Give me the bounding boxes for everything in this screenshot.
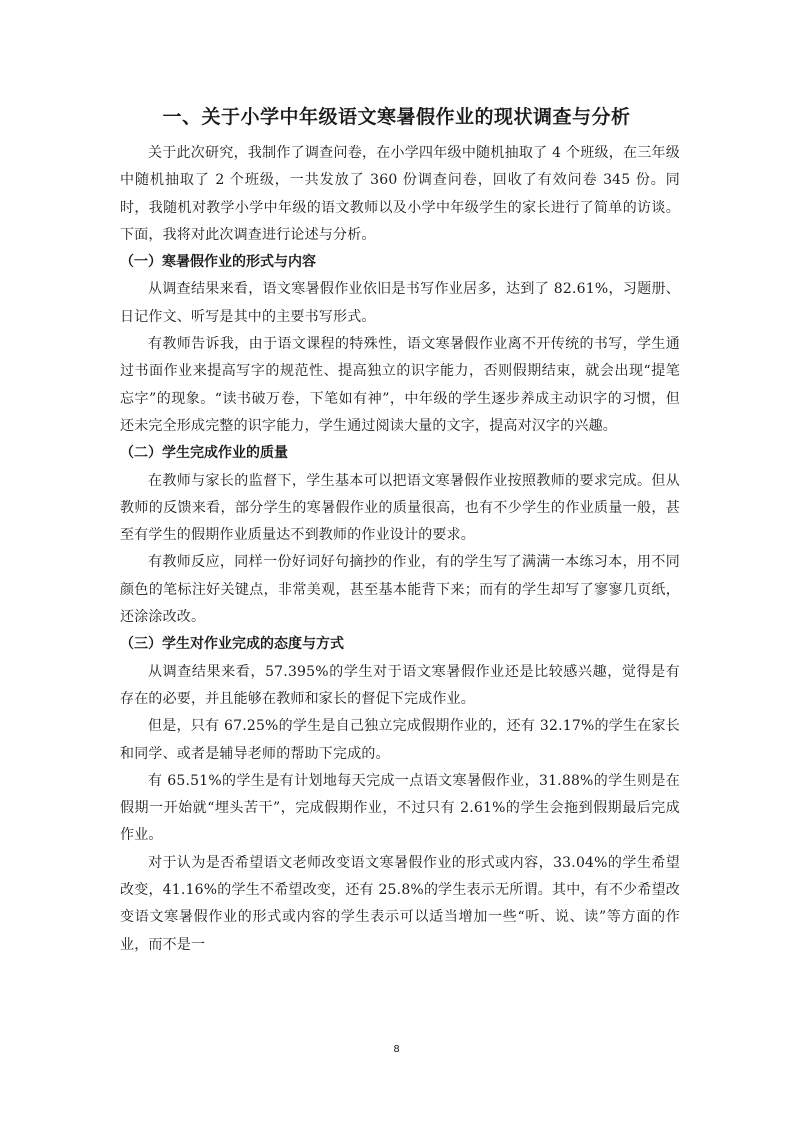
- paragraph: 有教师反应，同样一份好词好句摘抄的作业，有的学生写了满满一本练习本，用不同颜色的笔标注好关键点，非常美观，甚至基本能背下来；而有的学生却写了寥寥几页纸，还涂涂改改。: [120, 554, 680, 626]
- section-heading: （三）学生对作业完成的态度与方式: [120, 636, 344, 653]
- paragraph: 但是，只有 67.25%的学生是自己独立完成假期作业的，还有 32.17%的学生在家长和同学、或者是辅导老师的帮助下完成的。: [120, 718, 680, 762]
- paragraph: 在教师与家长的监督下，学生基本可以把语文寒暑假作业按照教师的要求完成。但从教师的反馈来看，部分学生的寒暑假作业的质量很高，也有不少学生的作业质量一般，甚至有学生的假期作业质量达不到教师的作业设计的要求。: [120, 472, 680, 544]
- paragraph: 有教师告诉我，由于语文课程的特殊性，语文寒暑假作业离不开传统的书写，学生通过书面作业来提高写字的规范性、提高独立的识字能力，否则假期结束，就会出现“提笔忘字”的现象。“读书破万卷，下笔如有神”，中年级的学生逐步养成主动识字的习惯，但还未完全形成完整的识字能力，学生通过阅读大量的文字，提高对汉字的兴趣。: [120, 336, 680, 434]
- page-number: 8: [393, 1044, 400, 1055]
- paragraph: 有 65.51%的学生是有计划地每天完成一点语文寒暑假作业，31.88%的学生则是在假期一开始就“埋头苦干”，完成假期作业，不过只有 2.61%的学生会拖到假期最后完成作业。: [120, 772, 680, 844]
- paragraph: 关于此次研究，我制作了调查问卷，在小学四年级中随机抽取了 4 个班级，在三年级中随机抽取了 2 个班级，一共发放了 360 份调查问卷，回收了有效问卷 345 份。同时，我随机对教学小学中年级的语文教师以及小学中年级学生的家长进行了简单的访谈。下面，我将对此次调查进行论述与分析。: [120, 145, 680, 243]
- paragraph: 从调查结果来看，语文寒暑假作业依旧是书写作业居多，达到了 82.61%，习题册、日记作文、听写是其中的主要书写形式。: [120, 281, 680, 325]
- page-title: 一、关于小学中年级语文寒暑假作业的现状调查与分析: [162, 106, 631, 128]
- section-heading: （二）学生完成作业的质量: [120, 445, 288, 462]
- section-heading: （一）寒暑假作业的形式与内容: [120, 254, 316, 271]
- document-body: [120, 140, 680, 959]
- paragraph: 对于认为是否希望语文老师改变语文寒暑假作业的形式或内容，33.04%的学生希望改变，41.16%的学生不希望改变，还有 25.8%的学生表示无所谓。其中，有不少希望改变语文寒暑假作业的形式或内容的学生表示可以适当增加一些“听、说、读”等方面的作业，而不是一: [120, 854, 680, 953]
- paragraph: 从调查结果来看，57.395%的学生对于语文寒暑假作业还是比较感兴趣，觉得是有存在的必要，并且能够在教师和家长的督促下完成作业。: [120, 663, 680, 707]
